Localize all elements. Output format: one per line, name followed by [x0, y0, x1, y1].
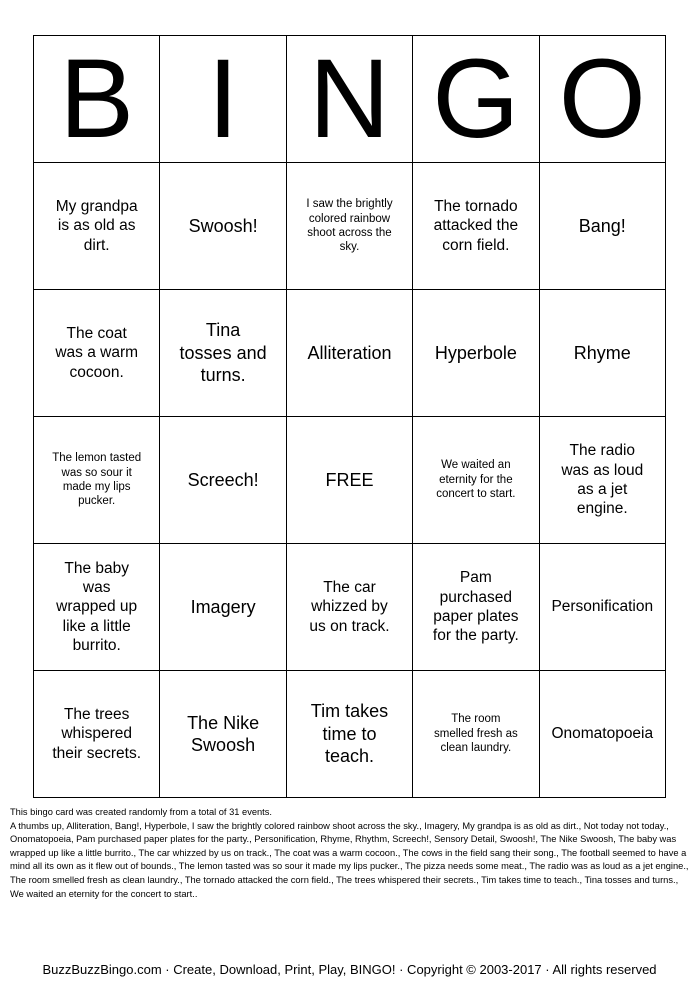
- card-description: This bingo card was created randomly from a total of 31 events. A thumbs up, Alliteration, Bang!, Hyperbole, I saw the brightly colored rainbow shoot across the sky., Imagery, My grandpa is as old as dirt., Not today not today., Onomatopoeia, Pam purchased paper plates for the party., Personification, Rhyme, Rhythm, Screech!, Sensory Detail, Swoosh!, The Nike Swoosh, The baby was wrapped up like a little burrito., The car whizzed by us on track., The coat was a warm cocoon., The cows in the field sang their song., The football seemed to have a mind all its own as it flew out of bounds., The lemon tasted was so sour it made my lips pucker., The pizza needs some meat., The radio was as loud as a jet engine., The room smelled fresh as clean laundry., The tornado attacked the corn field., The trees whispered their secrets., Tim takes time to teach., Tina tosses and turns., We waited an eternity for the concert to start..: [10, 807, 689, 899]
- bingo-cell: The radio was as loud as a jet engine.: [539, 417, 665, 544]
- bingo-cell: Personification: [539, 544, 665, 671]
- bingo-cell: Bang!: [539, 163, 665, 290]
- header-letter-i: I: [160, 36, 286, 163]
- header-letter-g: G: [413, 36, 539, 163]
- header-letter-o: O: [539, 36, 665, 163]
- bingo-cell: Tina tosses and turns.: [160, 290, 286, 417]
- grid-row: [34, 290, 666, 417]
- bingo-cell: Onomatopoeia: [539, 671, 665, 798]
- bingo-cell: I saw the brightly colored rainbow shoot across the sky.: [286, 163, 412, 290]
- bingo-cell: The lemon tasted was so sour it made my lips pucker.: [34, 417, 160, 544]
- bingo-cell: Tim takes time to teach.: [286, 671, 412, 798]
- free-space: FREE: [286, 417, 412, 544]
- bingo-cell: Screech!: [160, 417, 286, 544]
- bingo-cell: The trees whispered their secrets.: [34, 671, 160, 798]
- bingo-cell: We waited an eternity for the concert to start.: [413, 417, 539, 544]
- bingo-cell: Rhyme: [539, 290, 665, 417]
- bingo-cell: Pam purchased paper plates for the party.: [413, 544, 539, 671]
- grid-row: [34, 163, 666, 290]
- copyright-footer: BuzzBuzzBingo.com · Create, Download, Print, Play, BINGO! · Copyright © 2003-2017 · All rights reserved: [42, 962, 657, 977]
- bingo-cell: Alliteration: [286, 290, 412, 417]
- bingo-cell: Hyperbole: [413, 290, 539, 417]
- grid-row: [34, 544, 666, 671]
- bingo-cell: Imagery: [160, 544, 286, 671]
- bingo-cell: The baby was wrapped up like a little burrito.: [34, 544, 160, 671]
- bingo-cell: The Nike Swoosh: [160, 671, 286, 798]
- bingo-cell: Swoosh!: [160, 163, 286, 290]
- grid-row: [34, 671, 666, 798]
- bingo-cell: My grandpa is as old as dirt.: [34, 163, 160, 290]
- bingo-cell: The coat was a warm cocoon.: [34, 290, 160, 417]
- bingo-card: [33, 35, 666, 798]
- bingo-cell: The car whizzed by us on track.: [286, 544, 412, 671]
- header-row: [34, 36, 666, 163]
- bingo-cell: The tornado attacked the corn field.: [413, 163, 539, 290]
- header-letter-b: B: [34, 36, 160, 163]
- header-letter-n: N: [286, 36, 412, 163]
- grid-row: [34, 417, 666, 544]
- bingo-cell: The room smelled fresh as clean laundry.: [413, 671, 539, 798]
